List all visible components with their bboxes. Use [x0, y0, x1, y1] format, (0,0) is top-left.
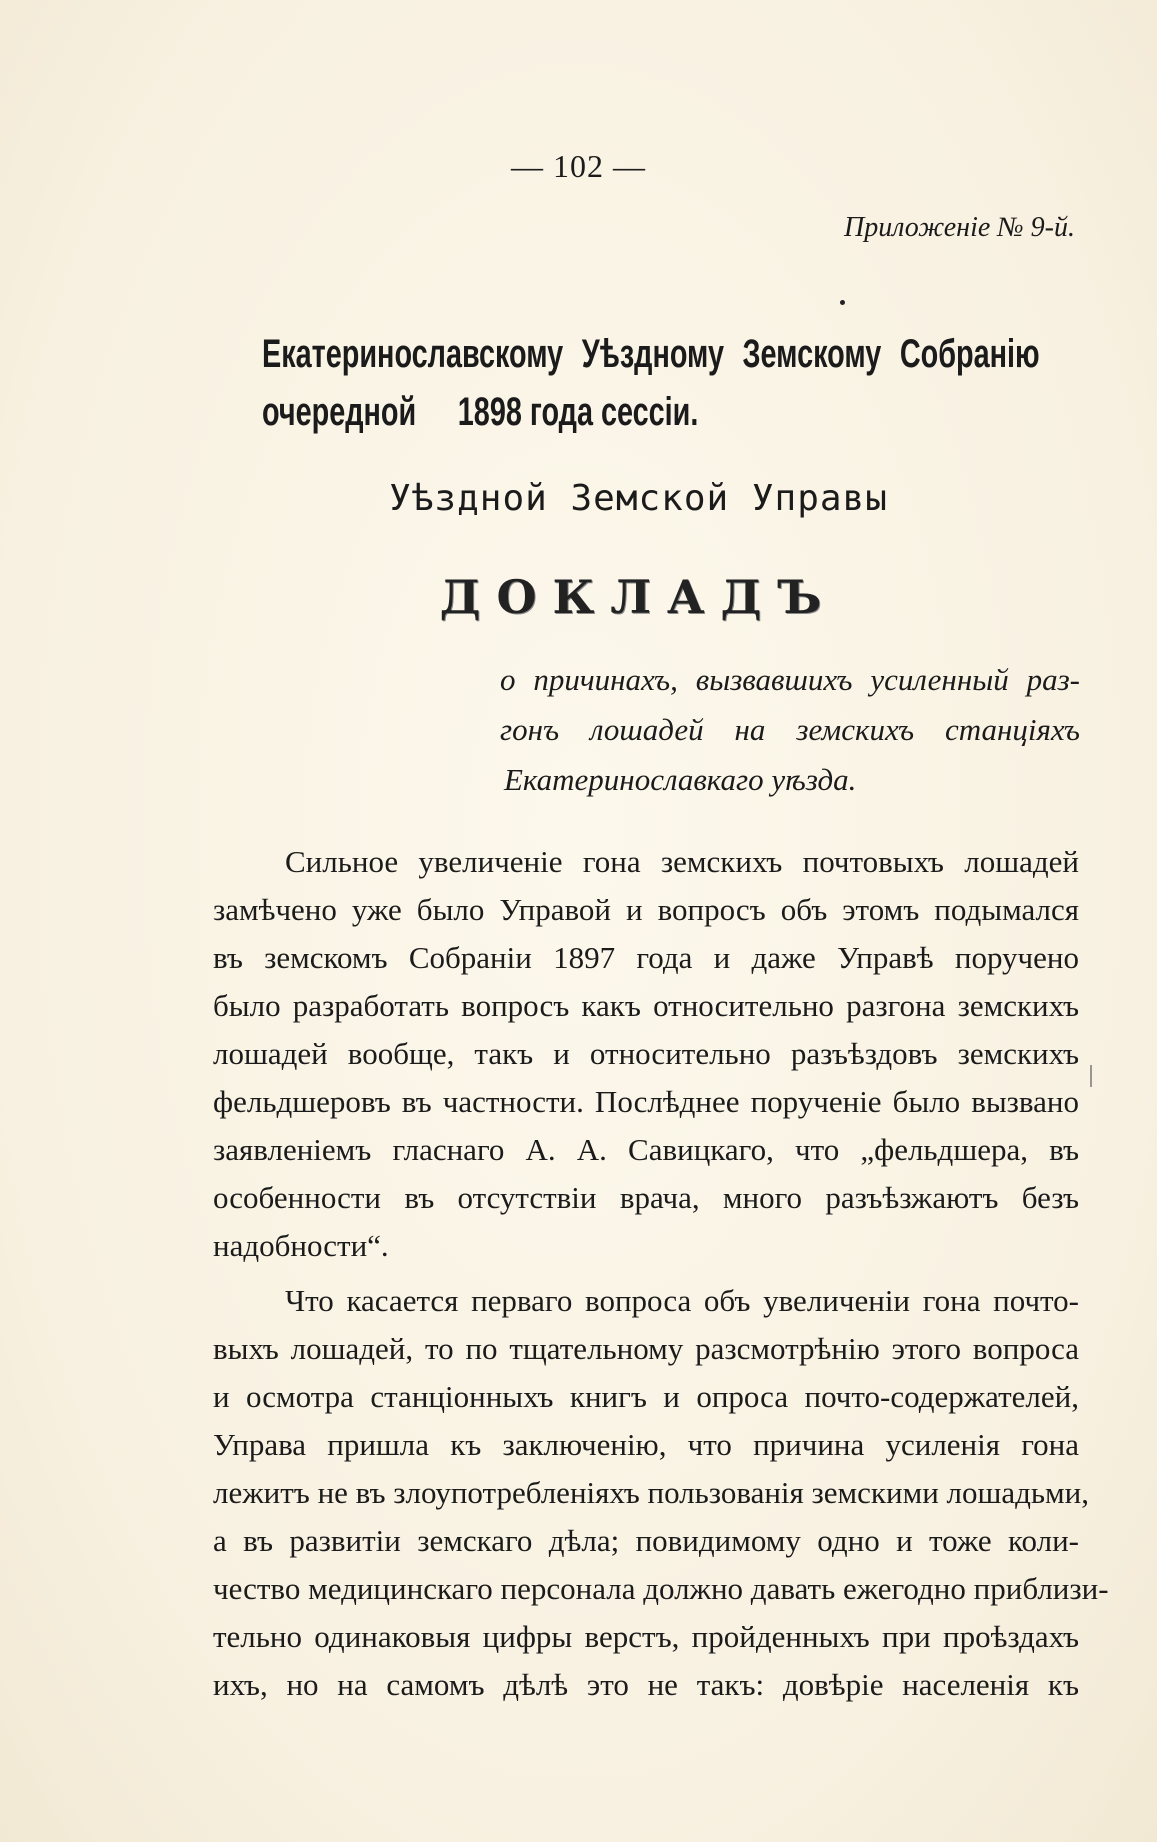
- paragraph-2: [213, 1277, 1109, 1709]
- board-name: Уѣздной Земской Управы: [389, 478, 888, 519]
- report-title: ДОКЛАДЪ: [439, 570, 838, 624]
- text-line: особенности въ отсутствіи врача, много разъѣзжаютъ безъ: [213, 1180, 1079, 1215]
- subject-line: Екатеринославкаго уѣзда.: [504, 762, 857, 797]
- page-number: — 102 —: [511, 148, 646, 184]
- text-line: лежитъ не въ злоупотребленіяхъ пользованія земскими лошадьми,: [213, 1475, 1090, 1510]
- subject-line: о причинахъ, вызвавшихъ усиленный раз-: [500, 662, 1080, 697]
- heading-line-2-wrap: [0, 390, 1157, 435]
- text-line: ихъ, но на самомъ дѣлѣ это не такъ: довѣріе населенія къ: [213, 1667, 1079, 1702]
- page-mark: [1090, 1065, 1092, 1087]
- text-line: заявленіемъ гласнаго А. А. Савицкаго, что „фельдшера, въ: [213, 1132, 1079, 1167]
- text-line: тельно одинаковыя цифры верстъ, пройденныхъ при проѣздахъ: [213, 1619, 1079, 1654]
- heading-line-2: 1898 года сессіи.: [458, 390, 699, 434]
- text-line: выхъ лошадей, то по тщательному разсмотрѣнію этого вопроса: [213, 1331, 1079, 1366]
- text-line: Сильное увеличеніе гона земскихъ почтовыхъ лошадей: [285, 844, 1079, 879]
- text-line: фельдшеровъ въ частности. Послѣднее порученіе было вызвано: [213, 1084, 1079, 1119]
- text-line: и осмотра станціонныхъ книгъ и опроса почто-содержателей,: [213, 1379, 1079, 1414]
- report-subject: [500, 655, 1080, 805]
- text-line: въ земскомъ Собраніи 1897 года и даже Управѣ поручено: [213, 940, 1079, 975]
- text-line: было разработать вопросъ какъ относительно разгона земскихъ: [213, 988, 1079, 1023]
- ink-dot: [840, 300, 845, 305]
- text-line: лошадей вообще, такъ и относительно разъѣздовъ земскихъ: [213, 1036, 1079, 1071]
- heading-line-1: Екатеринославскому Уѣздному Земскому Собранію очередной: [262, 332, 1040, 434]
- text-line: надобности“.: [213, 1228, 389, 1263]
- subject-line: гонъ лошадей на земскихъ станціяхъ: [500, 712, 1080, 747]
- appendix-label: Приложеніе № 9-й.: [844, 212, 1075, 243]
- text-line: замѣчено уже было Управой и вопросъ объ этомъ подымался: [213, 892, 1079, 927]
- text-line: Управа пришла къ заключенію, что причина усиленія гона: [213, 1427, 1079, 1462]
- text-line: Что касается перваго вопроса объ увеличеніи гона почто-: [285, 1283, 1079, 1318]
- text-line: чество медицинскаго персонала должно давать ежегодно приблизи-: [213, 1571, 1109, 1606]
- text-line: а въ развитіи земскаго дѣла; повидимому одно и тоже коли-: [213, 1523, 1079, 1558]
- paragraph-1: [213, 838, 1079, 1270]
